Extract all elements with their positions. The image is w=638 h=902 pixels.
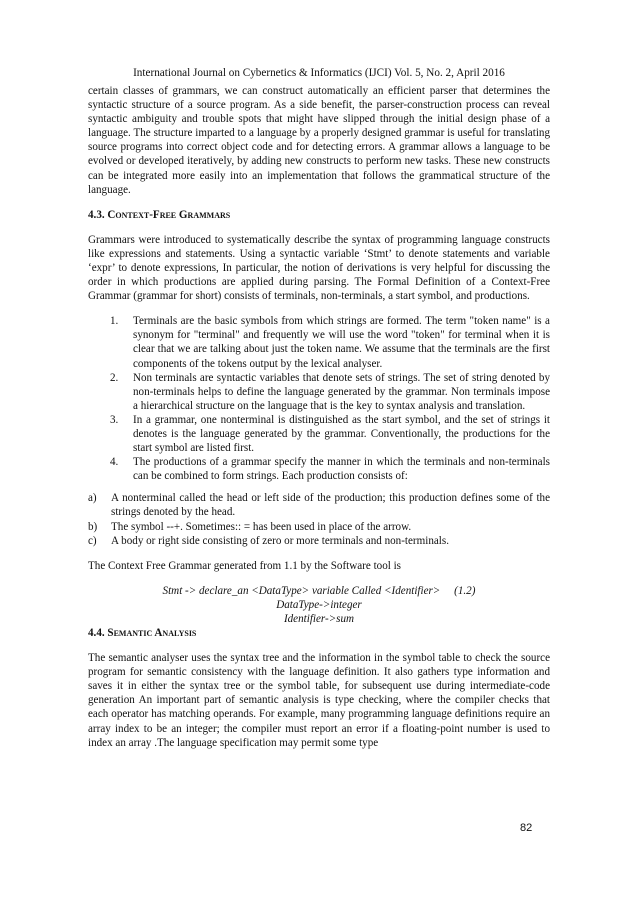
section-number: 4.4.: [88, 627, 105, 640]
section-heading-semantic: [88, 626, 550, 640]
equation-number: (1.2): [454, 584, 476, 597]
grammar-intro: The Context Free Grammar generated from 1.1 by the Software tool is: [88, 559, 401, 572]
grammar-equation: [88, 584, 550, 626]
intro-paragraph: certain classes of grammars, we can construct automatically an efficient parser that determines the syntactic structure of a source program. As a side benefit, the parser-construction process can reveal syntactic ambiguity and trouble spots that might have slipped through the initial design phase of a language. The structure imparted to a language by a properly designed grammar is useful for translating source programs into correct object code and for detecting errors. A grammar allows a language to be evolved or developed iteratively, by adding new constructs to perform new tasks. These new constructs can be integrated more easily into an implementation that follows the grammatical structure of the language.: [88, 85, 550, 196]
page-number: 82: [520, 822, 533, 834]
list-item: 3. In a grammar, one nonterminal is distinguished as the start symbol, and the set of strings it denotes is the language generated by the grammar. Conventionally, the productions for the start symbol are listed first.: [110, 413, 550, 455]
equation-line-3: Identifier->sum: [283, 613, 355, 625]
list-item: 2. Non terminals are syntactic variables that denote sets of strings. The set of string denoted by non-terminals helps to define the language generated by the grammar. Non terminals impose a hierarchical structure on the language that is the key to syntax analysis and translation.: [110, 371, 550, 412]
list-item: b) The symbol --+. Sometimes:: = has been used in place of the arrow.: [88, 520, 412, 533]
list-item: 1. Terminals are the basic symbols from which strings are formed. The term "token name" is a synonym for "terminal" and frequently we will use the word "token" for terminal when it is clear that we are talking about just the token name. We assume that the terminals are the first components of the tokens output by the lexical analyser.: [110, 315, 550, 370]
page-body: [88, 84, 550, 750]
list-item: 4. The productions of a grammar specify the manner in which the terminals and non-terminals can be combined to form strings. Each production consists of:: [110, 456, 550, 483]
section-title: Context-Free Grammars: [107, 208, 231, 221]
section-title: Semantic Analysis: [107, 627, 197, 640]
equation-line-2: DataType->integer: [276, 598, 362, 611]
cfg-paragraph: Grammars were introduced to systematically describe the syntax of programming language constructs like expressions and statements. Using a syntactic variable ‘Stmt’ to denote statements and variable ‘expr’ to denote expressions, In particular, the notion of derivations is very helpful for discussing the order in which productions are applied during parsing. The Formal Definition of a Context-Free Grammar (grammar for short) consists of terminals, non-terminals, a start symbol, and productions.: [88, 233, 550, 303]
lettered-list: [88, 491, 550, 547]
running-header: International Journal on Cybernetics & Informatics (IJCI) Vol. 5, No. 2, April 2016: [133, 67, 505, 79]
list-item: c) A body or right side consisting of zero or more terminals and non-terminals.: [88, 534, 449, 547]
equation-line-1: Stmt -> declare_an <DataType> variable Called <Identifier>: [162, 584, 441, 597]
numbered-list: [88, 314, 550, 483]
section-heading-cfg: [88, 208, 550, 222]
list-item: a) A nonterminal called the head or left side of the production; this production defines some of the strings denoted by the head.: [88, 492, 550, 519]
section-number: 4.3.: [88, 208, 105, 221]
semantic-paragraph: The semantic analyser uses the syntax tree and the information in the symbol table to check the source program for semantic consistency with the language definition. It also gathers type information and saves it in either the syntax tree or the symbol table, for subsequent use during intermediate-code generation An important part of semantic analysis is type checking, where the compiler checks that each operator has matching operands. For example, many programming language definitions require an array index to be an integer; the compiler must report an error if a floating-point number is used to index an array .The language specification may permit some type: [88, 652, 550, 749]
